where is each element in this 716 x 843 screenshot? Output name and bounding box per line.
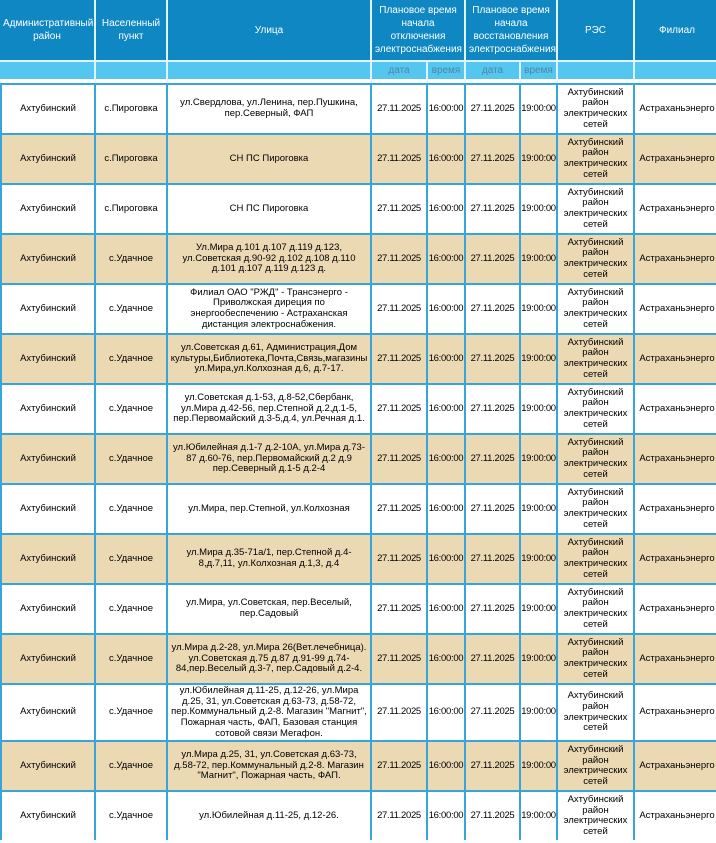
cell-res: Ахтубинский район электрических сетей <box>558 483 635 533</box>
col-header-restore: Плановое время начала восстановления электроснабжения <box>466 0 558 62</box>
cell-outage-date: 27.11.2025 <box>372 183 428 233</box>
cell-restore-date: 27.11.2025 <box>466 83 521 133</box>
cell-res: Ахтубинский район электрических сетей <box>558 583 635 633</box>
cell-restore-time: 19:00:00 <box>521 233 558 283</box>
cell-outage-time: 16:00:00 <box>428 333 466 383</box>
table-row <box>0 633 716 683</box>
cell-street: ул.Мира, ул.Советская, пер.Веселый, пер.Садовый <box>168 583 372 633</box>
cell-street: ул.Мира д.35-71а/1, пер.Степной д.4-8,д.7,11, ул.Колхозная д.1,3, д.4 <box>168 533 372 583</box>
cell-res: Ахтубинский район электрических сетей <box>558 183 635 233</box>
subheader-empty-street <box>168 62 372 83</box>
cell-restore-date: 27.11.2025 <box>466 740 521 790</box>
subheader-outage-date-label: дата <box>372 62 428 83</box>
cell-outage-date: 27.11.2025 <box>372 333 428 383</box>
cell-street: ул.Мира д.25, 31, ул.Советская д.63-73, д.58-72, пер.Коммунальный д.2-8. Магазин "Магнит", Пожарная часть, ФАП. <box>168 740 372 790</box>
cell-restore-date: 27.11.2025 <box>466 333 521 383</box>
table-body <box>0 83 716 840</box>
table-row <box>0 583 716 633</box>
cell-outage-time: 16:00:00 <box>428 683 466 740</box>
header-row <box>0 0 716 62</box>
cell-outage-time: 16:00:00 <box>428 283 466 333</box>
subheader-empty-branch <box>635 62 716 83</box>
cell-branch: Астраханьэнерго <box>635 233 716 283</box>
cell-branch: Астраханьэнерго <box>635 483 716 533</box>
cell-outage-time: 16:00:00 <box>428 233 466 283</box>
table-row <box>0 133 716 183</box>
cell-restore-time: 19:00:00 <box>521 83 558 133</box>
cell-district: Ахтубинский <box>0 583 96 633</box>
col-header-res: РЭС <box>558 0 635 62</box>
cell-settlement: с.Удачное <box>96 283 168 333</box>
table-row <box>0 433 716 483</box>
cell-restore-date: 27.11.2025 <box>466 183 521 233</box>
subheader-empty-district <box>0 62 96 83</box>
cell-street: ул.Юбилейная д.1-7 д.2-10А, ул.Мира д.73-87 д.60-76, пер.Первомайский д.2 д.9 пер.Северный д.1-5 д.2-4 <box>168 433 372 483</box>
cell-restore-date: 27.11.2025 <box>466 133 521 183</box>
cell-settlement: с.Удачное <box>96 483 168 533</box>
cell-restore-time: 19:00:00 <box>521 740 558 790</box>
cell-restore-time: 19:00:00 <box>521 383 558 433</box>
cell-res: Ахтубинский район электрических сетей <box>558 683 635 740</box>
cell-outage-time: 16:00:00 <box>428 133 466 183</box>
cell-district: Ахтубинский <box>0 683 96 740</box>
cell-outage-date: 27.11.2025 <box>372 83 428 133</box>
cell-restore-date: 27.11.2025 <box>466 533 521 583</box>
cell-restore-time: 19:00:00 <box>521 633 558 683</box>
cell-branch: Астраханьэнерго <box>635 183 716 233</box>
cell-street: ул.Юбилейная д.11-25, д.12-26, ул.Мира д.25, 31, ул.Советская д.63-73, д.58-72, пер.Коммунальный д.2-8. Магазин "Магнит", Пожарная часть, ФАП, Базовая станция сотовой связи Мегафон. <box>168 683 372 740</box>
cell-outage-date: 27.11.2025 <box>372 740 428 790</box>
cell-branch: Астраханьэнерго <box>635 633 716 683</box>
cell-outage-time: 16:00:00 <box>428 483 466 533</box>
table-row <box>0 790 716 840</box>
cell-restore-time: 19:00:00 <box>521 533 558 583</box>
cell-outage-date: 27.11.2025 <box>372 583 428 633</box>
table-row <box>0 483 716 533</box>
cell-restore-time: 19:00:00 <box>521 583 558 633</box>
table-row <box>0 233 716 283</box>
cell-restore-time: 19:00:00 <box>521 183 558 233</box>
cell-outage-time: 16:00:00 <box>428 633 466 683</box>
cell-settlement: с.Удачное <box>96 583 168 633</box>
cell-restore-date: 27.11.2025 <box>466 283 521 333</box>
col-header-street: Улица <box>168 0 372 62</box>
cell-outage-date: 27.11.2025 <box>372 533 428 583</box>
cell-settlement: с.Пироговка <box>96 133 168 183</box>
subheader-restore-time-label: время <box>521 62 558 83</box>
cell-settlement: с.Пироговка <box>96 183 168 233</box>
cell-outage-date: 27.11.2025 <box>372 433 428 483</box>
cell-street: ул.Мира д.2-28, ул.Мира 26(Вет.лечебница). ул.Советская д.75 д.87 д.91-99 д.74-84,пер.Веселый д.3-7, пер.Садовый д.2-4. <box>168 633 372 683</box>
cell-settlement: с.Удачное <box>96 383 168 433</box>
cell-branch: Астраханьэнерго <box>635 333 716 383</box>
table-row <box>0 83 716 133</box>
col-header-settlement: Населенный пункт <box>96 0 168 62</box>
cell-street: Ул.Мира д.101 д.107 д.119 д.123, ул.Советская д.90-92 д.102 д.108 д.110 д.101 д.107 д.119 д.123 д. <box>168 233 372 283</box>
cell-outage-date: 27.11.2025 <box>372 483 428 533</box>
cell-settlement: с.Удачное <box>96 683 168 740</box>
cell-res: Ахтубинский район электрических сетей <box>558 383 635 433</box>
cell-res: Ахтубинский район электрических сетей <box>558 633 635 683</box>
cell-outage-time: 16:00:00 <box>428 183 466 233</box>
cell-settlement: с.Удачное <box>96 533 168 583</box>
cell-outage-date: 27.11.2025 <box>372 233 428 283</box>
cell-settlement: с.Удачное <box>96 433 168 483</box>
cell-street: ул.Советская д.1-53, д.8-52,Сбербанк, ул.Мира д.42-56, пер.Степной д.2,д.1-5, пер.Первомайский д.3-5,д.4, ул.Речная д.1. <box>168 383 372 433</box>
cell-outage-time: 16:00:00 <box>428 790 466 840</box>
cell-street: ул.Советская д.61, Администрация,Дом культуры,Библиотека,Почта,Связь,магазины ул.Мира,ул.Колхозная д.6, д.7-17. <box>168 333 372 383</box>
col-header-branch: Филиал <box>635 0 716 62</box>
cell-restore-date: 27.11.2025 <box>466 583 521 633</box>
cell-restore-time: 19:00:00 <box>521 483 558 533</box>
cell-district: Ахтубинский <box>0 533 96 583</box>
cell-res: Ахтубинский район электрических сетей <box>558 83 635 133</box>
cell-branch: Астраханьэнерго <box>635 133 716 183</box>
cell-restore-time: 19:00:00 <box>521 133 558 183</box>
cell-street: СН ПС Пироговка <box>168 133 372 183</box>
cell-branch: Астраханьэнерго <box>635 83 716 133</box>
cell-district: Ахтубинский <box>0 83 96 133</box>
cell-district: Ахтубинский <box>0 233 96 283</box>
cell-district: Ахтубинский <box>0 333 96 383</box>
cell-district: Ахтубинский <box>0 183 96 233</box>
cell-res: Ахтубинский район электрических сетей <box>558 790 635 840</box>
cell-street: ул.Юбилейная д.11-25, д.12-26. <box>168 790 372 840</box>
cell-settlement: с.Удачное <box>96 633 168 683</box>
cell-district: Ахтубинский <box>0 283 96 333</box>
cell-restore-date: 27.11.2025 <box>466 790 521 840</box>
table-row <box>0 533 716 583</box>
cell-outage-date: 27.11.2025 <box>372 683 428 740</box>
cell-branch: Астраханьэнерго <box>635 740 716 790</box>
cell-outage-time: 16:00:00 <box>428 740 466 790</box>
cell-branch: Астраханьэнерго <box>635 683 716 740</box>
cell-res: Ахтубинский район электрических сетей <box>558 233 635 283</box>
cell-district: Ахтубинский <box>0 740 96 790</box>
subheader-empty-settlement <box>96 62 168 83</box>
cell-restore-time: 19:00:00 <box>521 433 558 483</box>
cell-branch: Астраханьэнерго <box>635 433 716 483</box>
subheader-restore-date-label: дата <box>466 62 521 83</box>
table-row <box>0 383 716 433</box>
cell-restore-time: 19:00:00 <box>521 790 558 840</box>
cell-res: Ахтубинский район электрических сетей <box>558 433 635 483</box>
cell-street: Филиал ОАО "РЖД" - Трансэнерго - Приволжская диреция по энергообеспечению - Астраханская дистанция электроснабжения. <box>168 283 372 333</box>
cell-restore-time: 19:00:00 <box>521 333 558 383</box>
cell-settlement: с.Удачное <box>96 740 168 790</box>
cell-outage-time: 16:00:00 <box>428 83 466 133</box>
cell-settlement: с.Удачное <box>96 790 168 840</box>
cell-res: Ахтубинский район электрических сетей <box>558 283 635 333</box>
cell-restore-date: 27.11.2025 <box>466 683 521 740</box>
cell-outage-time: 16:00:00 <box>428 433 466 483</box>
table-row <box>0 683 716 740</box>
subheader-outage-time-label: время <box>428 62 466 83</box>
cell-restore-date: 27.11.2025 <box>466 383 521 433</box>
cell-district: Ахтубинский <box>0 790 96 840</box>
col-header-district: Административный район <box>0 0 96 62</box>
table-row <box>0 183 716 233</box>
subheader-empty-res <box>558 62 635 83</box>
cell-restore-date: 27.11.2025 <box>466 433 521 483</box>
cell-outage-time: 16:00:00 <box>428 583 466 633</box>
cell-district: Ахтубинский <box>0 133 96 183</box>
cell-res: Ахтубинский район электрических сетей <box>558 533 635 583</box>
table-row <box>0 283 716 333</box>
cell-outage-date: 27.11.2025 <box>372 633 428 683</box>
cell-street: ул.Свердлова, ул.Ленина, пер.Пушкина, пер.Северный, ФАП <box>168 83 372 133</box>
subheader-row <box>0 62 716 83</box>
cell-outage-date: 27.11.2025 <box>372 790 428 840</box>
cell-restore-time: 19:00:00 <box>521 683 558 740</box>
cell-res: Ахтубинский район электрических сетей <box>558 740 635 790</box>
cell-restore-date: 27.11.2025 <box>466 233 521 283</box>
cell-branch: Астраханьэнерго <box>635 383 716 433</box>
cell-branch: Астраханьэнерго <box>635 583 716 633</box>
col-header-outage-start: Плановое время начала отключения электроснабжения <box>372 0 466 62</box>
cell-restore-date: 27.11.2025 <box>466 483 521 533</box>
cell-outage-time: 16:00:00 <box>428 383 466 433</box>
cell-district: Ахтубинский <box>0 383 96 433</box>
table-row <box>0 740 716 790</box>
cell-branch: Астраханьэнерго <box>635 283 716 333</box>
cell-outage-date: 27.11.2025 <box>372 133 428 183</box>
cell-outage-date: 27.11.2025 <box>372 383 428 433</box>
cell-district: Ахтубинский <box>0 633 96 683</box>
cell-outage-date: 27.11.2025 <box>372 283 428 333</box>
cell-settlement: с.Пироговка <box>96 83 168 133</box>
cell-branch: Астраханьэнерго <box>635 533 716 583</box>
cell-restore-date: 27.11.2025 <box>466 633 521 683</box>
cell-street: ул.Мира, пер.Степной, ул.Колхозная <box>168 483 372 533</box>
cell-settlement: с.Удачное <box>96 333 168 383</box>
cell-settlement: с.Удачное <box>96 233 168 283</box>
cell-street: СН ПС Пироговка <box>168 183 372 233</box>
cell-res: Ахтубинский район электрических сетей <box>558 133 635 183</box>
cell-district: Ахтубинский <box>0 483 96 533</box>
table-row <box>0 333 716 383</box>
cell-restore-time: 19:00:00 <box>521 283 558 333</box>
cell-branch: Астраханьэнерго <box>635 790 716 840</box>
cell-res: Ахтубинский район электрических сетей <box>558 333 635 383</box>
cell-district: Ахтубинский <box>0 433 96 483</box>
cell-outage-time: 16:00:00 <box>428 533 466 583</box>
